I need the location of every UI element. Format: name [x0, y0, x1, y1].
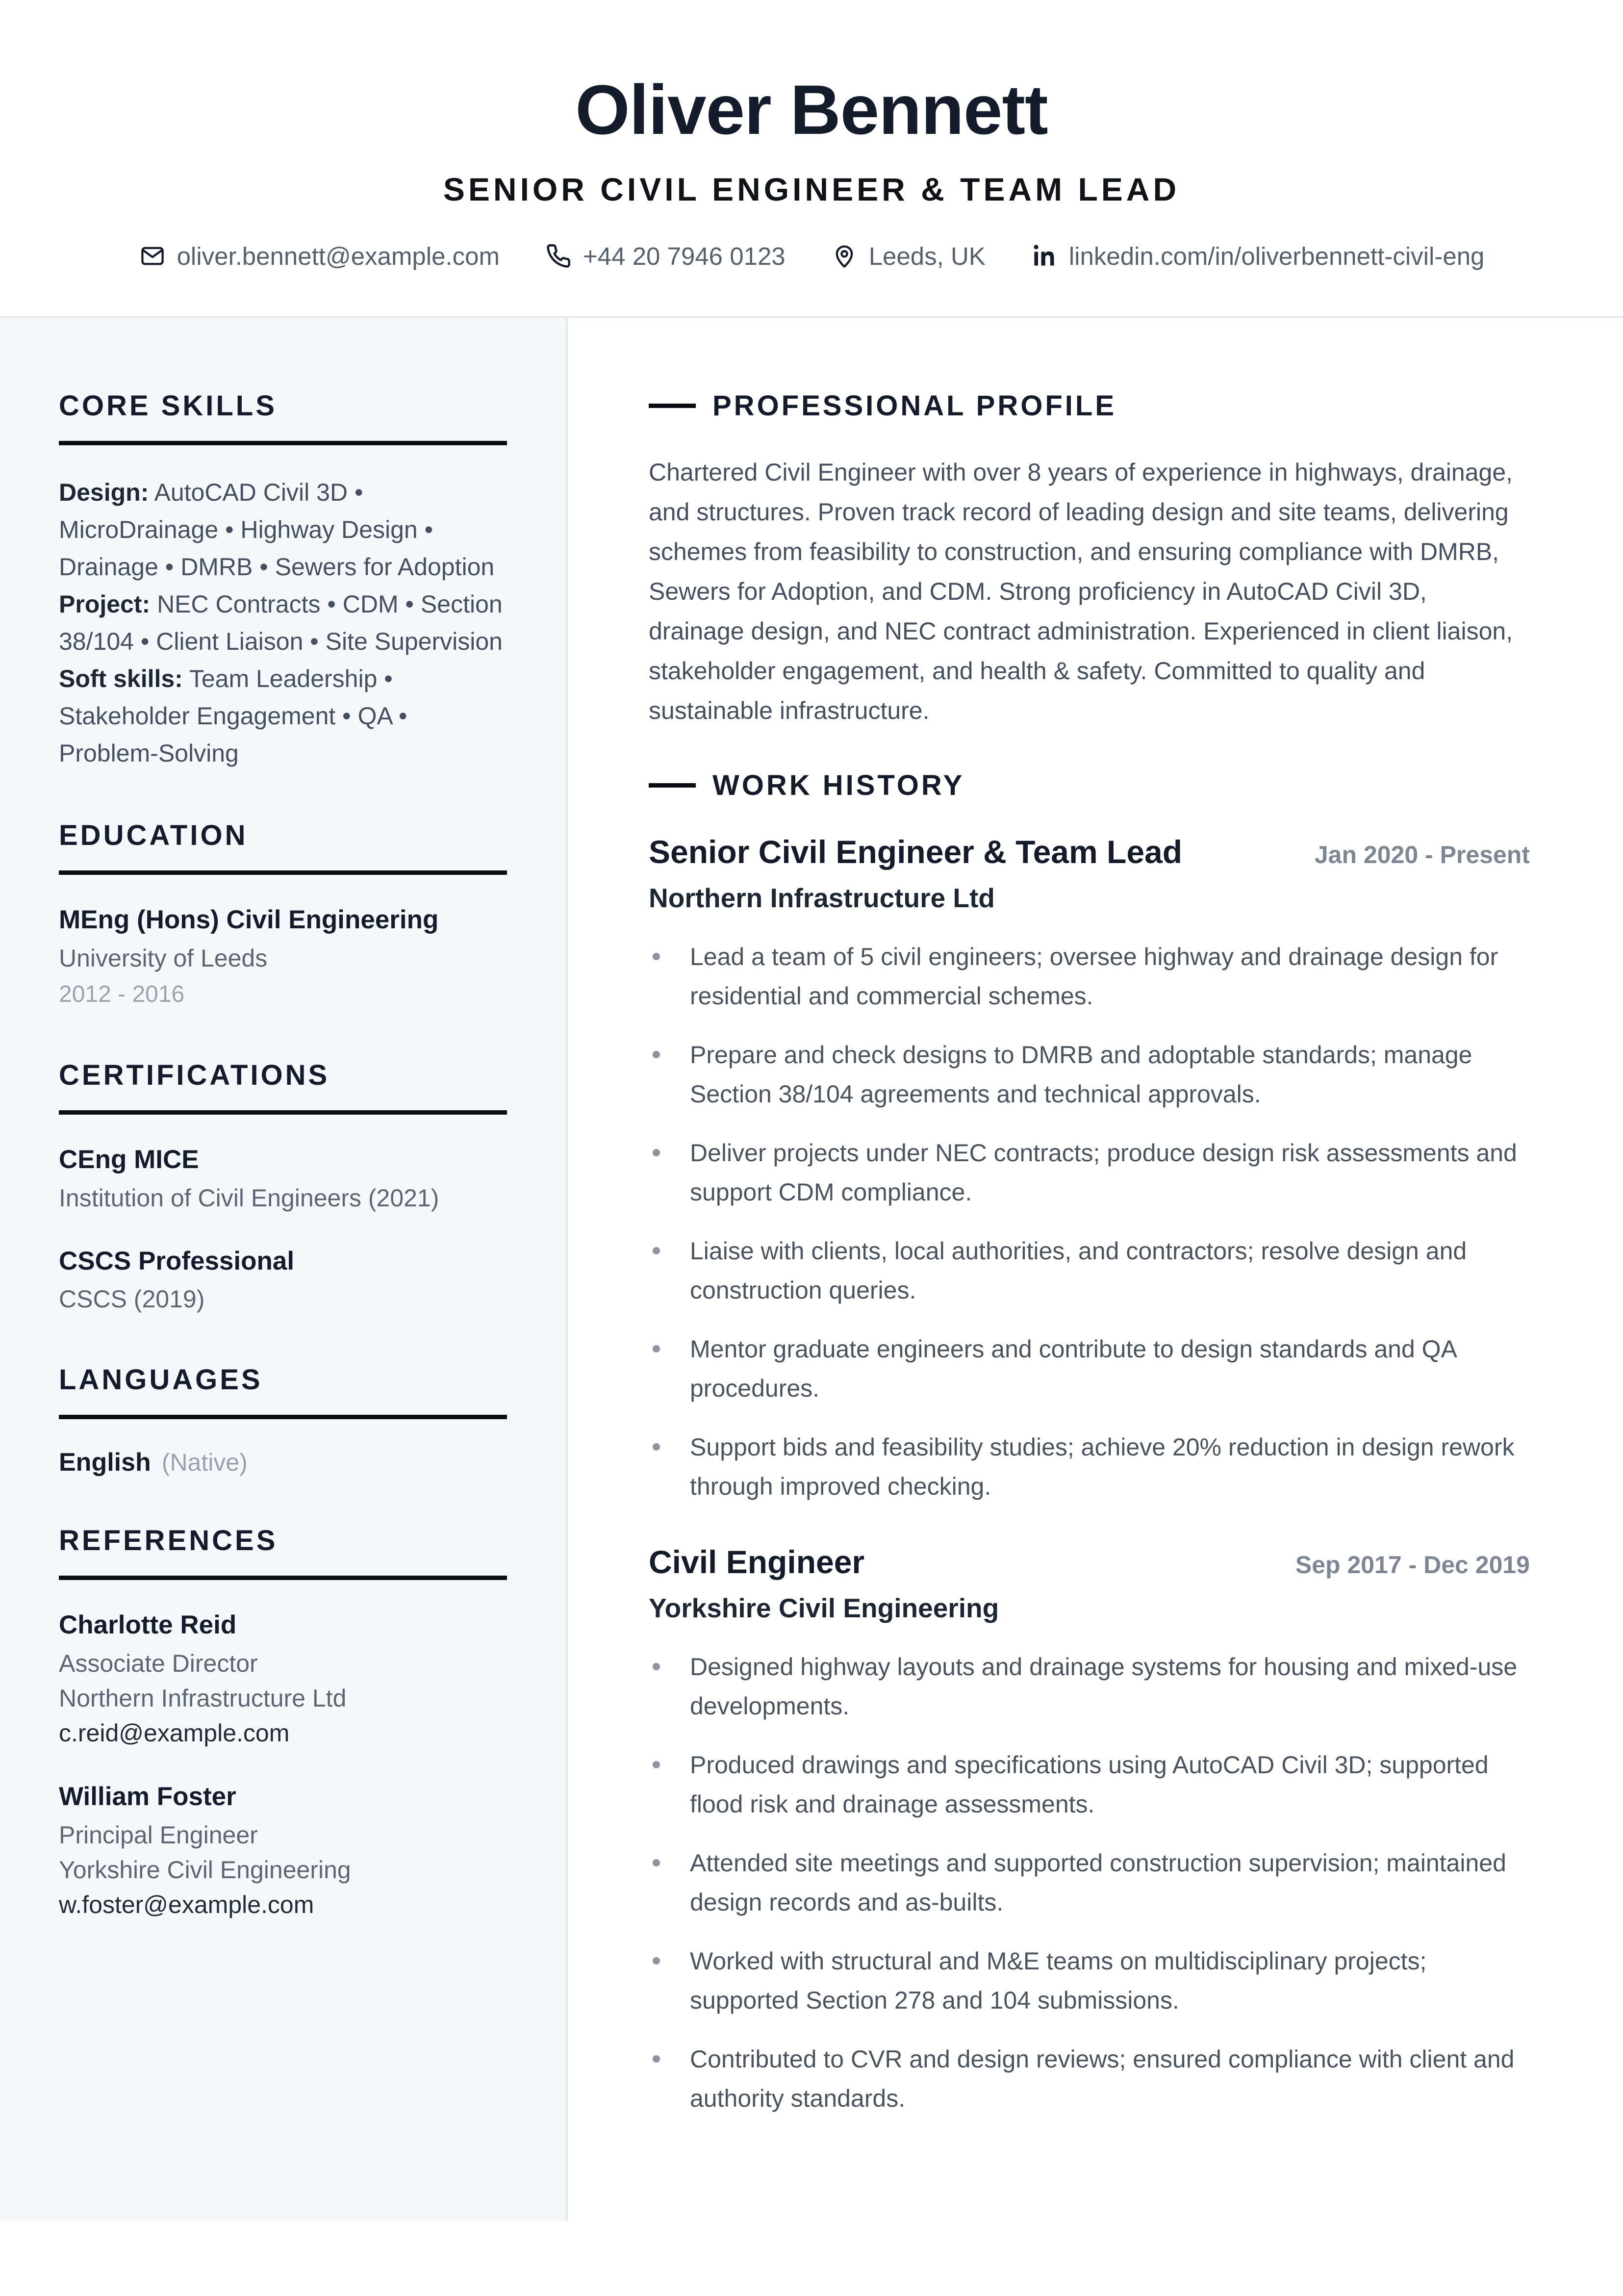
contact-row [0, 242, 1623, 270]
profile-heading [649, 389, 1530, 422]
job-role: Senior Civil Engineer & Team Lead [649, 834, 1183, 870]
reference-company: Yorkshire Civil Engineering [59, 1856, 351, 1884]
language-level: (Native) [161, 1449, 248, 1477]
job-bullets [649, 937, 1530, 1506]
job-company: Northern Infrastructure Ltd [649, 882, 995, 913]
skill-group-project [59, 586, 507, 660]
certification-item [59, 1143, 507, 1215]
section-work-history [649, 769, 1530, 2118]
sidebar [0, 318, 568, 2221]
job-bullets [649, 1647, 1530, 2118]
job-bullet: Lead a team of 5 civil engineers; oversee highway and drainage design for residential and commercial schemes. [649, 937, 1530, 1016]
job-bullet: Worked with structural and M&E teams on multidisciplinary projects; supported Section 278 and 104 submissions. [649, 1941, 1530, 2020]
skill-group-design-label: Design: [59, 479, 149, 507]
skill-group-project-value: NEC Contracts • CDM • Section 38/104 • Client Liaison • Site Supervision [59, 590, 503, 656]
certification-issuer: Institution of Civil Engineers (2021) [59, 1184, 439, 1212]
job-role: Civil Engineer [649, 1544, 865, 1581]
education-degree: MEng (Hons) Civil Engineering [59, 905, 439, 935]
contact-phone[interactable] [545, 242, 786, 270]
section-languages [59, 1363, 507, 1477]
reference-role: Associate Director [59, 1650, 258, 1678]
envelope-icon [139, 242, 166, 270]
job-head [649, 832, 1530, 872]
skill-group-project-label: Project: [59, 590, 151, 618]
core-skills-body [59, 474, 507, 772]
skill-group-soft-value: Team Leadership • Stakeholder Engagement • QA • Problem-Solving [59, 665, 407, 767]
certification-title: CSCS Professional [59, 1246, 295, 1276]
linkedin-icon [1031, 242, 1058, 270]
work-history-heading-text: WORK HISTORY [712, 769, 965, 802]
candidate-job-title: SENIOR CIVIL ENGINEER & TEAM LEAD [443, 171, 1180, 208]
reference-item [59, 1608, 507, 1751]
section-references [59, 1524, 507, 1922]
reference-name: William Foster [59, 1782, 236, 1811]
job-entry [649, 1542, 1530, 2118]
education-item [59, 903, 507, 1011]
location-pin-icon [831, 242, 858, 270]
main-column [568, 318, 1623, 2221]
languages-heading: LANGUAGES [59, 1364, 263, 1396]
education-rule [59, 870, 507, 875]
heading-dash-icon [649, 783, 696, 788]
job-company: Yorkshire Civil Engineering [649, 1592, 999, 1623]
work-history-heading [649, 769, 1530, 802]
contact-location-text: Leeds, UK [868, 242, 986, 270]
job-bullet: Liaise with clients, local authorities, and contractors; resolve design and construction queries. [649, 1231, 1530, 1310]
heading-dash-icon [649, 404, 696, 408]
contact-email[interactable] [139, 242, 500, 270]
section-certifications [59, 1059, 507, 1317]
section-professional-profile [649, 389, 1530, 731]
contact-email-text: oliver.bennett@example.com [177, 242, 500, 270]
reference-name: Charlotte Reid [59, 1610, 237, 1640]
job-bullet: Designed highway layouts and drainage systems for housing and mixed-use developments. [649, 1647, 1530, 1726]
references-heading: REFERENCES [59, 1525, 278, 1557]
reference-role: Principal Engineer [59, 1821, 258, 1849]
job-bullet: Attended site meetings and supported construction supervision; maintained design records and as-builts. [649, 1843, 1530, 1922]
language-item [59, 1448, 507, 1477]
job-bullet: Support bids and feasibility studies; achieve 20% reduction in design rework through improved checking. [649, 1428, 1530, 1506]
references-rule [59, 1576, 507, 1580]
reference-item [59, 1780, 507, 1922]
education-school: University of Leeds [59, 944, 268, 972]
certification-issuer: CSCS (2019) [59, 1285, 205, 1313]
job-bullet: Prepare and check designs to DMRB and adoptable standards; manage Section 38/104 agreements and technical approvals. [649, 1035, 1530, 1114]
job-entry [649, 832, 1530, 1506]
skill-group-design-value: AutoCAD Civil 3D • MicroDrainage • Highway Design • Drainage • DMRB • Sewers for Adoption [59, 479, 495, 581]
resume-body [0, 318, 1623, 2221]
candidate-name: Oliver Bennett [575, 71, 1048, 149]
certifications-heading: CERTIFICATIONS [59, 1059, 330, 1091]
core-skills-rule [59, 441, 507, 445]
resume-header [0, 0, 1623, 318]
job-dates: Sep 2017 - Dec 2019 [1295, 1551, 1530, 1579]
certifications-rule [59, 1110, 507, 1115]
skill-group-soft [59, 660, 507, 772]
job-bullet: Deliver projects under NEC contracts; produce design risk assessments and support CDM compliance. [649, 1133, 1530, 1212]
contact-location[interactable] [831, 242, 986, 270]
contact-linkedin[interactable] [1031, 242, 1485, 270]
contact-linkedin-text: linkedin.com/in/oliverbennett-civil-eng [1068, 242, 1485, 270]
section-education [59, 819, 507, 1011]
skill-group-design [59, 474, 507, 586]
job-bullet: Mentor graduate engineers and contribute to design standards and QA procedures. [649, 1329, 1530, 1408]
education-heading: EDUCATION [59, 819, 248, 852]
reference-email[interactable]: w.foster@example.com [59, 1891, 314, 1919]
language-name: English [59, 1448, 151, 1477]
core-skills-heading: CORE SKILLS [59, 390, 277, 422]
profile-heading-text: PROFESSIONAL PROFILE [712, 390, 1117, 422]
profile-text: Chartered Civil Engineer with over 8 years of experience in highways, drainage, and structures. Proven track record of leading design and site teams, delivering schemes from feasibility to construction, and ensuring compliance with DMRB, Sewers for Adoption, and CDM. Strong proficiency in AutoCAD Civil 3D, drainage design, and NEC contract administration. Experienced in client liaison, stakeholder engagement, and health & safety. Committed to quality and sustainable infrastructure. [649, 459, 1513, 725]
section-core-skills [59, 389, 507, 772]
education-years: 2012 - 2016 [59, 981, 185, 1008]
phone-icon [545, 242, 572, 270]
certification-title: CEng MICE [59, 1145, 199, 1174]
reference-company: Northern Infrastructure Ltd [59, 1684, 347, 1712]
contact-phone-text: +44 20 7946 0123 [583, 242, 786, 270]
job-bullet: Produced drawings and specifications using AutoCAD Civil 3D; supported flood risk and drainage assessments. [649, 1745, 1530, 1824]
job-head [649, 1542, 1530, 1582]
job-dates: Jan 2020 - Present [1314, 841, 1530, 869]
languages-rule [59, 1415, 507, 1419]
certification-item [59, 1245, 507, 1317]
job-bullet: Contributed to CVR and design reviews; ensured compliance with client and authority standards. [649, 2040, 1530, 2118]
skill-group-soft-label: Soft skills: [59, 665, 183, 693]
reference-email[interactable]: c.reid@example.com [59, 1719, 290, 1747]
